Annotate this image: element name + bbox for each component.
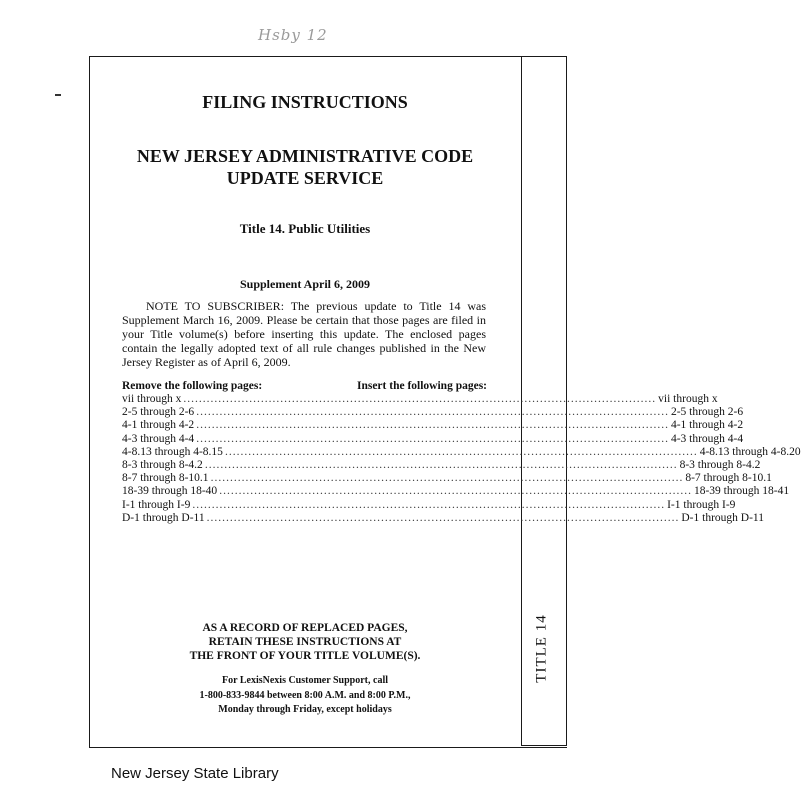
contact-phone-hours: 1-800-833-9844 between 8:00 A.M. and 8:00 P.M.,: [199, 690, 411, 701]
insert-pages-header: Insert the following pages:: [356, 380, 487, 392]
dot-leader: ..........................................................................................................................: [206, 511, 680, 524]
insert-range: 18-39 through 18-41: [693, 485, 790, 498]
remove-range: I-1 through I-9: [122, 498, 191, 511]
dot-leader: ..........................................................................................................................: [183, 393, 657, 405]
table-row: [122, 406, 744, 419]
handwritten-annotation: Hsby 12: [258, 26, 328, 44]
record-notice-line2: RETAIN THESE INSTRUCTIONS AT: [208, 636, 402, 648]
library-footer: New Jersey State Library: [111, 765, 279, 782]
title-heading: Title 14. Public Utilities: [239, 221, 371, 236]
table-row: [122, 445, 801, 459]
dot-leader: ..........................................................................................................................: [224, 445, 698, 458]
insert-range: 2-5 through 2-6: [670, 406, 744, 419]
supplement-date: Supplement April 6, 2009: [239, 277, 371, 291]
contact-line1: For LexisNexis Customer Support, call: [221, 675, 388, 686]
dot-leader: ..........................................................................................................................: [204, 458, 678, 471]
remove-range: D-1 through D-11: [122, 511, 205, 524]
insert-range: 4-8.13 through 4-8.20: [699, 445, 801, 458]
bottom-rule: [89, 747, 567, 748]
remove-range: 4-1 through 4-2: [122, 419, 195, 432]
dot-leader: ..........................................................................................................................: [219, 485, 692, 498]
table-row: [122, 485, 790, 498]
insert-range: D-1 through D-11: [681, 511, 764, 524]
insert-range: I-1 through I-9: [667, 498, 736, 511]
insert-range: 4-1 through 4-2: [670, 419, 744, 432]
filing-instructions-heading: FILING INSTRUCTIONS: [202, 92, 408, 112]
remove-range: 18-39 through 18-40: [122, 485, 218, 498]
dot-leader: ..........................................................................................................................: [196, 432, 669, 445]
insert-range: 8-3 through 8-4.2: [679, 458, 761, 471]
remove-range: vii through x: [122, 393, 182, 405]
contact-days: Monday through Friday, except holidays: [218, 704, 392, 715]
dot-leader: ..........................................................................................................................: [192, 498, 666, 511]
insert-range: 8-7 through 8-10.1: [685, 472, 772, 485]
record-notice-line3: THE FRONT OF YOUR TITLE VOLUME(S).: [189, 650, 421, 662]
table-row: [122, 458, 761, 472]
table-row: [122, 498, 736, 512]
margin-mark: [55, 94, 61, 96]
insert-range: vii through x: [658, 393, 718, 405]
dot-leader: ..........................................................................................................................: [196, 419, 669, 432]
table-row: [122, 419, 744, 432]
remove-range: 8-3 through 8-4.2: [122, 458, 203, 471]
title-tab-label: TITLE 14: [533, 614, 550, 683]
remove-range: 8-7 through 8-10.1: [122, 472, 209, 485]
dot-leader: ..........................................................................................................................: [196, 406, 669, 419]
remove-pages-header: Remove the following pages:: [122, 380, 263, 392]
table-row: [122, 432, 744, 446]
record-notice-line1: AS A RECORD OF REPLACED PAGES,: [202, 622, 408, 634]
table-row: [122, 472, 772, 485]
code-title-line1: NEW JERSEY ADMINISTRATIVE CODE: [136, 146, 474, 166]
pages-table: [122, 393, 801, 525]
remove-range: 4-3 through 4-4: [122, 432, 195, 445]
table-row: [122, 393, 718, 406]
remove-range: 4-8.13 through 4-8.15: [122, 445, 223, 458]
note-to-subscriber: NOTE TO SUBSCRIBER: The previous update to Title 14 was Supplement March 16, 2009. Please be certain that those pages are filed in your Title volume(s) before inserting this update. The enclosed pages contain the legally adopted text of all rule changes published in the New Jersey Register as of April 6, 2009.: [122, 299, 486, 369]
insert-range: 4-3 through 4-4: [670, 432, 744, 445]
dot-leader: ..........................................................................................................................: [210, 472, 684, 485]
remove-range: 2-5 through 2-6: [122, 406, 195, 419]
code-title-line2: UPDATE SERVICE: [226, 168, 384, 188]
table-row: [122, 511, 764, 525]
